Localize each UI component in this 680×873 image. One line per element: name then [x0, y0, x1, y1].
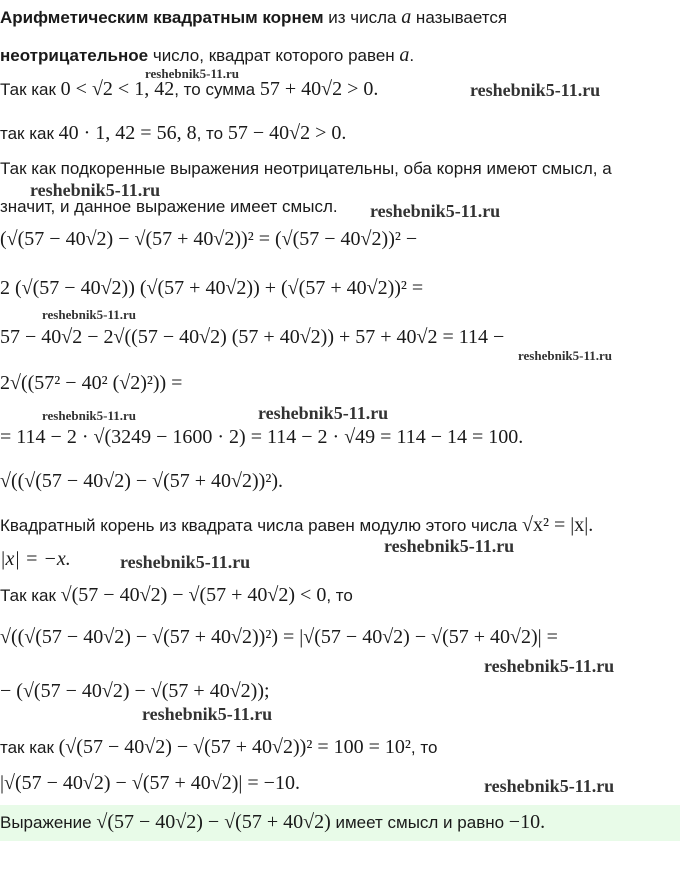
equation-6: √((√(57 − 40√2) − √(57 + 40√2))²).: [0, 470, 283, 492]
modulus-rule-line: Квадратный корень из квадрата числа равен модулю этого числа √x² = |x|.: [0, 514, 594, 536]
equation-1: (√(57 − 40√2) − √(57 + 40√2))² = (√(57 − 40√2))² −: [0, 228, 418, 250]
equation-2: 2 (√(57 − 40√2)) (√(57 + 40√2)) + (√(57 + 40√2))² =: [0, 277, 424, 299]
negative-difference-line: Так как √(57 − 40√2) − √(57 + 40√2) < 0, то: [0, 584, 353, 606]
watermark: reshebnik5-11.ru: [370, 201, 501, 221]
watermark: reshebnik5-11.ru: [42, 408, 137, 423]
meaning-line-1: Так как подкоренные выражения неотрицательны, оба корня имеют смысл, а: [0, 159, 612, 178]
equation-8: − (√(57 − 40√2) − √(57 + 40√2));: [0, 680, 270, 702]
watermark: reshebnik5-11.ru: [470, 80, 601, 100]
definition-line-2: неотрицательное число, квадрат которого равен a.: [0, 44, 415, 66]
watermark: reshebnik5-11.ru: [258, 403, 389, 423]
modulus-negative-line: |x| = −x.: [0, 548, 71, 570]
watermark: reshebnik5-11.ru: [384, 536, 515, 556]
equation-5: = 114 − 2 · √(3249 − 1600 · 2) = 114 − 2 · √49 = 114 − 14 = 100.: [0, 426, 524, 448]
square-result-line: так как (√(57 − 40√2) − √(57 + 40√2))² = 100 = 10², то: [0, 736, 438, 758]
difference-positive-line: так как 40 · 1, 42 = 56, 8, то 57 − 40√2 > 0.: [0, 122, 347, 144]
sum-positive-line: Так как 0 < √2 < 1, 42, то сумма 57 + 40√2 > 0.: [0, 78, 379, 100]
equation-3: 57 − 40√2 − 2√((57 − 40√2) (57 + 40√2)) + 57 + 40√2 = 114 −: [0, 326, 505, 348]
watermark: reshebnik5-11.ru: [120, 552, 251, 572]
definition-line-1: Арифметическим квадратным корнем из числа a называется: [0, 6, 508, 28]
watermark: reshebnik5-11.ru: [484, 656, 615, 676]
equation-4: 2√((57² − 40² (√2)²)) =: [0, 372, 183, 394]
final-answer-line: Выражение √(57 − 40√2) − √(57 + 40√2) имеет смысл и равно −10.: [0, 811, 546, 833]
watermark: reshebnik5-11.ru: [30, 180, 161, 200]
equation-9: |√(57 − 40√2) − √(57 + 40√2)| = −10.: [0, 772, 300, 794]
definition-term: Арифметическим квадратным корнем: [0, 8, 324, 27]
meaning-line-2: значит, и данное выражение имеет смысл.: [0, 197, 338, 216]
watermark: reshebnik5-11.ru: [484, 776, 615, 796]
watermark: reshebnik5-11.ru: [518, 348, 613, 363]
equation-7: √((√(57 − 40√2) − √(57 + 40√2))²) = |√(57 − 40√2) − √(57 + 40√2)| =: [0, 626, 558, 648]
watermark: reshebnik5-11.ru: [42, 307, 137, 322]
watermark: reshebnik5-11.ru: [142, 704, 273, 724]
watermark: reshebnik5-11.ru: [145, 66, 240, 81]
